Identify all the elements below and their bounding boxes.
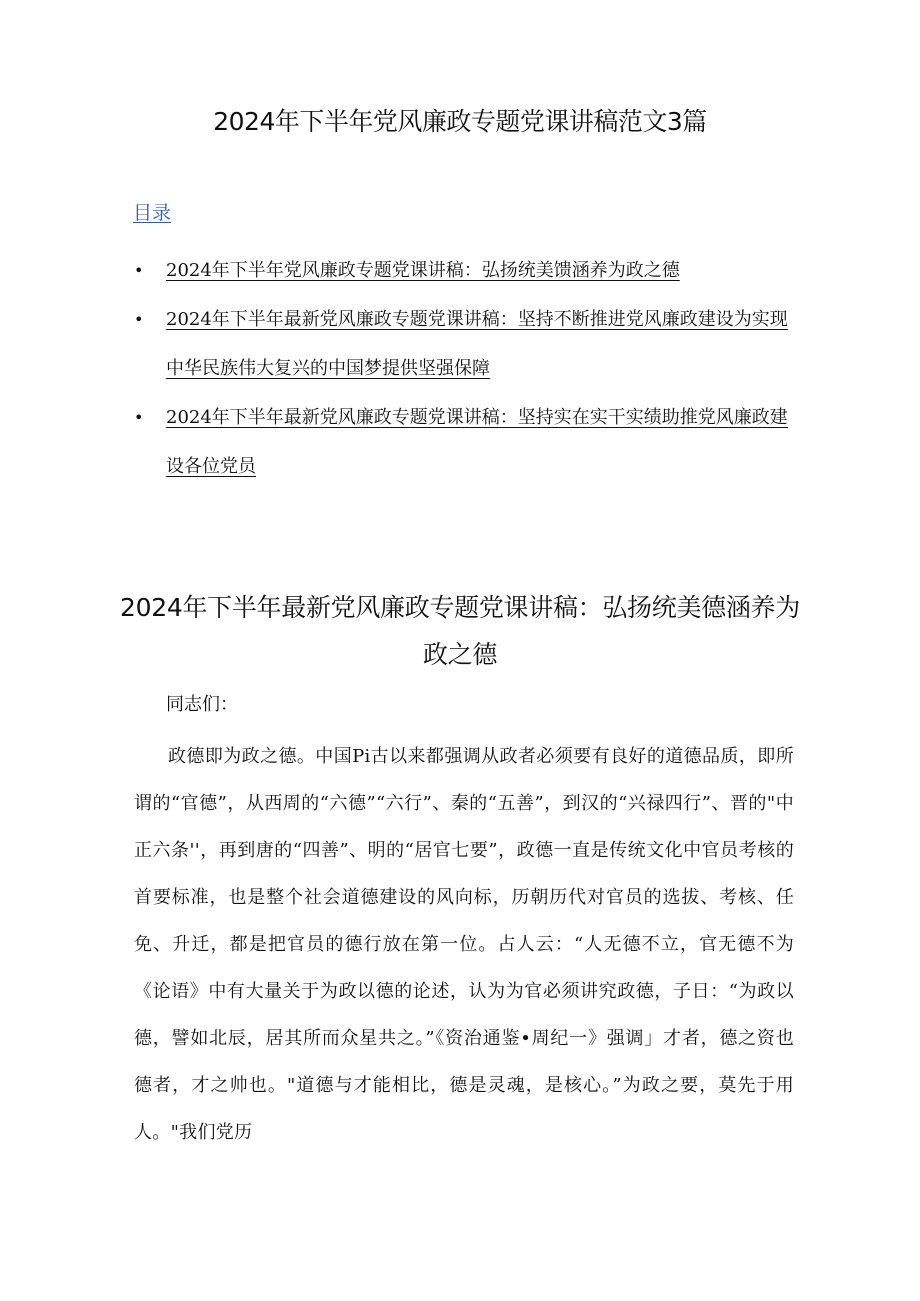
toc-link[interactable]: 2024年下半年最新党风廉政专题党课讲稿：坚持实在实干实绩助推党风廉政建设各位党员 — [166, 407, 788, 477]
bullet-icon: • — [134, 408, 144, 427]
bullet-icon: • — [134, 310, 144, 329]
toc-link[interactable]: 2024年下半年最新党风廉政专题党课讲稿：坚持不断推进党风廉政建设为实现中华民族伟大复兴的中国梦提供坚强保障 — [166, 309, 788, 379]
toc-item — [134, 295, 794, 393]
toc-heading-link[interactable]: 目录 — [133, 202, 172, 224]
body-paragraph: 政德即为政之德。中国Pi古以来都强调从政者必须要有良好的道德品质，即所谓的“官德”，从西周的“六德”“六行”、秦的“五善”，到汉的“兴禄四行”、晋的"中正六条''，再到唐的“四善”、明的“居官七要”，政德一直是传统文化中官员考核的首要标准，也是整个社会道德建设的风向标，历朝历代对官员的选拔、考核、任免、升迁，都是把官员的德行放在第一位。占人云：“人无德不立，官无德不为《论语》中有大量关于为政以德的论述，认为为官必须讲究政德，子日：“为政以德，譬如北辰，居其所而众星共之。”《资治通鉴•周纪一》强调」才者，德之资也德者，才之帅也。"道德与才能相比，德是灵魂，是核心。”为政之要，莫先于用人。"我们党历 — [134, 746, 794, 1143]
bullet-icon: • — [134, 261, 144, 280]
section-title: 2024年下半年最新党风廉政专题党课讲稿：弘扬统美德涵养为政之德 — [120, 593, 800, 669]
salutation: 同志们： — [166, 694, 238, 715]
document-title: 2024年下半年党风廉政专题党课讲稿范文3篇 — [213, 107, 707, 136]
toc-item — [134, 246, 794, 295]
toc-item — [134, 393, 794, 491]
toc-link[interactable]: 2024年下半年党风廉政专题党课讲稿：弘扬统美馈涵养为政之德 — [166, 260, 680, 281]
table-of-contents — [134, 246, 794, 491]
